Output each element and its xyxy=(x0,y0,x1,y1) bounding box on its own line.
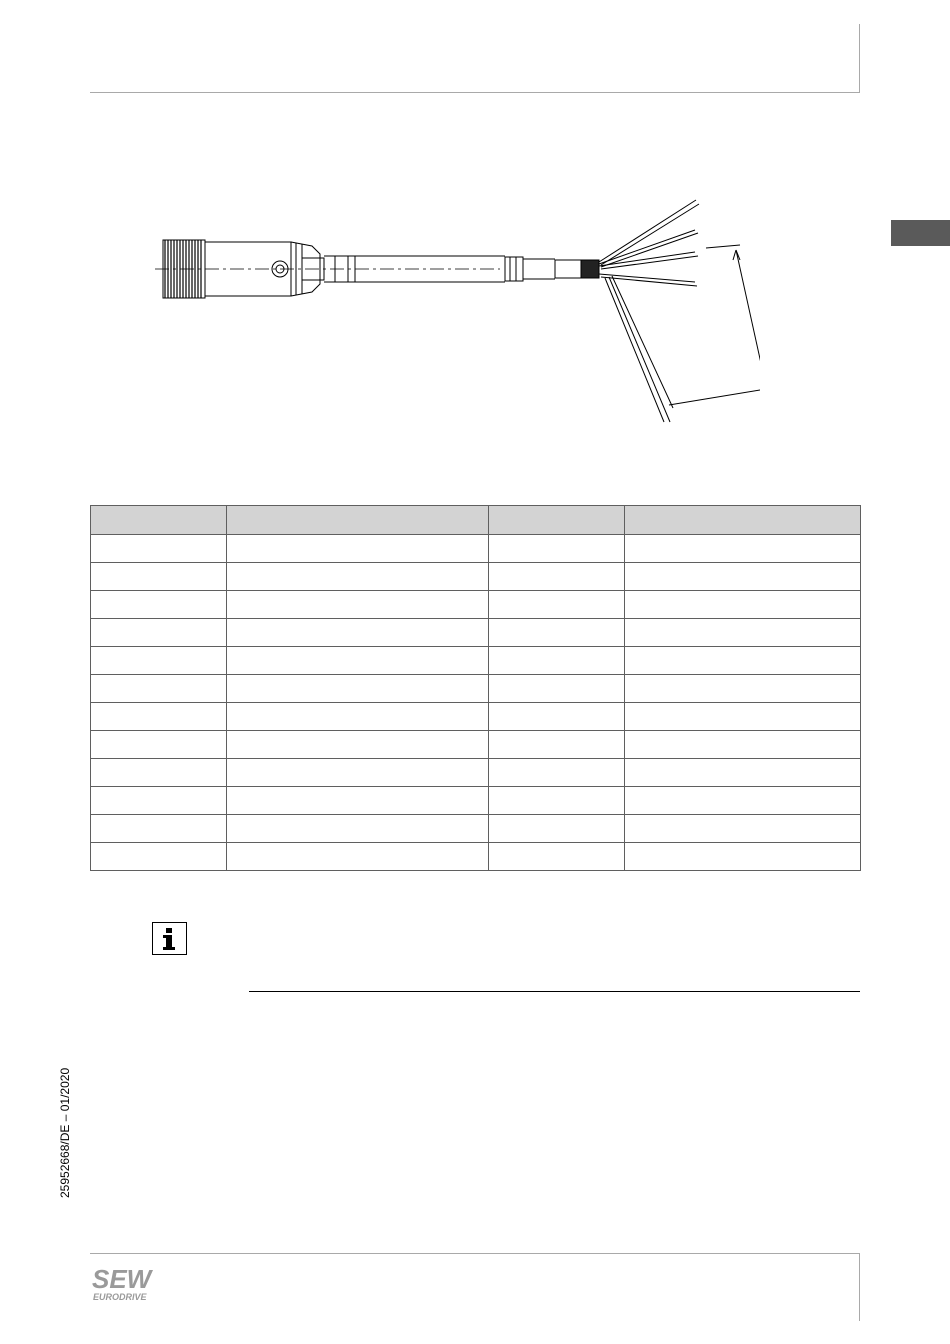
header-rule xyxy=(90,92,860,93)
table-cell xyxy=(91,535,227,563)
table-row xyxy=(91,787,861,815)
table-cell xyxy=(227,815,489,843)
logo-text-eurodrive: EURODRIVE xyxy=(93,1292,147,1302)
table-cell xyxy=(227,759,489,787)
table-cell xyxy=(489,759,625,787)
table-row xyxy=(91,731,861,759)
footer-right-rule xyxy=(859,1253,860,1321)
note-rule xyxy=(249,991,860,992)
table-row xyxy=(91,759,861,787)
table-cell xyxy=(227,787,489,815)
table-row xyxy=(91,619,861,647)
table-row xyxy=(91,563,861,591)
table-header-row xyxy=(91,506,861,535)
table-cell xyxy=(227,703,489,731)
table-cell xyxy=(489,815,625,843)
logo-text-sew: SEW xyxy=(92,1266,152,1294)
table-row xyxy=(91,647,861,675)
footer-rule xyxy=(90,1253,860,1254)
table-cell xyxy=(489,619,625,647)
table-row xyxy=(91,703,861,731)
table-header-cell xyxy=(625,506,861,535)
table-cell xyxy=(625,843,861,871)
table-cell xyxy=(625,815,861,843)
table-cell xyxy=(625,563,861,591)
table-cell xyxy=(91,843,227,871)
table-cell xyxy=(91,619,227,647)
table-header-cell xyxy=(91,506,227,535)
table-row xyxy=(91,591,861,619)
table-cell xyxy=(91,591,227,619)
table-cell xyxy=(625,759,861,787)
table-cell xyxy=(489,703,625,731)
table-cell xyxy=(625,591,861,619)
cable-assembly-drawing xyxy=(140,190,760,440)
table-cell xyxy=(227,591,489,619)
table-row xyxy=(91,535,861,563)
table-cell xyxy=(227,731,489,759)
table-cell xyxy=(227,535,489,563)
table-cell xyxy=(489,535,625,563)
table-cell xyxy=(625,675,861,703)
table-cell xyxy=(489,787,625,815)
table-header-cell xyxy=(227,506,489,535)
table-cell xyxy=(227,619,489,647)
chapter-tab xyxy=(891,220,950,246)
table-cell xyxy=(91,703,227,731)
pin-assignment-table xyxy=(90,505,861,871)
table-cell xyxy=(227,563,489,591)
document-number: 25952668/DE – 01/2020 xyxy=(58,1067,72,1198)
table-header-cell xyxy=(489,506,625,535)
sew-eurodrive-logo xyxy=(92,1266,162,1306)
table-cell xyxy=(625,535,861,563)
table-cell xyxy=(625,703,861,731)
info-icon xyxy=(152,922,187,955)
table-cell xyxy=(489,591,625,619)
table-cell xyxy=(489,675,625,703)
table-cell xyxy=(91,815,227,843)
table-cell xyxy=(489,731,625,759)
table-cell xyxy=(625,787,861,815)
table-cell xyxy=(91,759,227,787)
table-cell xyxy=(227,675,489,703)
table-cell xyxy=(489,563,625,591)
table-cell xyxy=(625,619,861,647)
table-cell xyxy=(91,675,227,703)
table-cell xyxy=(625,731,861,759)
header-right-rule xyxy=(859,24,860,93)
table-row xyxy=(91,675,861,703)
table-cell xyxy=(91,563,227,591)
table-cell xyxy=(91,787,227,815)
table-cell xyxy=(489,647,625,675)
table-cell xyxy=(227,843,489,871)
table-cell xyxy=(91,731,227,759)
table-row xyxy=(91,843,861,871)
table-cell xyxy=(489,843,625,871)
table-cell xyxy=(227,647,489,675)
table-row xyxy=(91,815,861,843)
table-cell xyxy=(91,647,227,675)
table-cell xyxy=(625,647,861,675)
